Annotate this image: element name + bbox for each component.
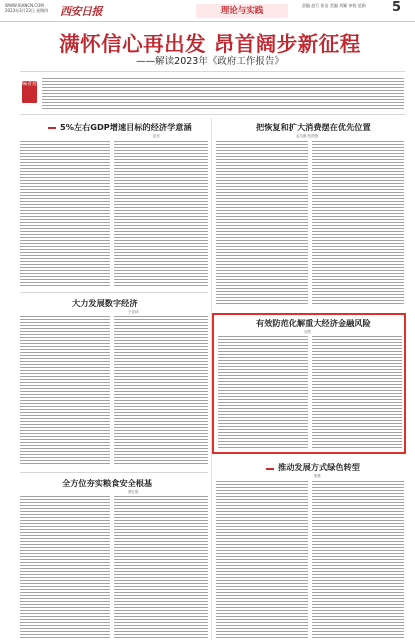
article-author: 赵岳 — [153, 134, 160, 138]
site-info — [5, 3, 48, 13]
editor-note-body — [42, 78, 404, 110]
lead-headline: 满怀信心再出发 昂首阔步新征程 — [59, 32, 361, 56]
divider — [20, 71, 405, 72]
article-title: 把恢复和扩大消费摆在优先位置 — [256, 122, 371, 132]
article-author: 王佳林 — [128, 310, 139, 314]
article-author: 贾红艳 — [128, 490, 139, 494]
article-text-column — [20, 496, 110, 639]
divider — [20, 472, 208, 473]
article-text-column — [218, 336, 308, 450]
article-title: 推动发展方式绿色转型 — [278, 462, 360, 472]
page-number: 5 — [392, 0, 402, 15]
newspaper-logo: 西安日报 — [60, 5, 102, 18]
article-text-column — [216, 481, 308, 639]
article-author: 刘然 — [304, 330, 311, 334]
article-text-column — [114, 496, 208, 639]
article-text-column — [216, 141, 308, 305]
article-text-column — [312, 141, 404, 305]
article-author: 孟凡鹏 张跃强 — [296, 134, 319, 138]
divider — [20, 292, 208, 293]
divider — [20, 114, 405, 115]
site-url: WWW.XIANCN.COM — [5, 3, 44, 8]
article-text-column — [20, 141, 110, 287]
title-decoration — [266, 468, 274, 470]
editor-credits: 责编 赵行 张洁 美编 刘颖 审校 范娟 — [302, 3, 366, 8]
article-author: 张胜 — [314, 474, 321, 478]
article-text-column — [114, 141, 208, 287]
editor-note-badge: 编者按 — [22, 81, 37, 103]
section-label: 理论与实践 — [196, 4, 288, 18]
title-decoration — [48, 127, 56, 129]
article-title: 全方位夯实粮食安全根基 — [62, 478, 153, 488]
article-text-column — [114, 316, 208, 466]
article-title: 大力发展数字经济 — [72, 298, 138, 308]
column-separator — [211, 118, 212, 640]
article-title: 5%左右GDP增速目标的经济学意涵 — [60, 122, 192, 132]
article-text-column — [312, 481, 404, 639]
article-title: 有效防范化解重大经济金融风险 — [256, 318, 371, 328]
issue-date: 2023年3月23日 星期四 — [5, 8, 49, 13]
article-text-column — [312, 336, 402, 450]
article-text-column — [20, 316, 110, 466]
lead-subhead: ——解读2023年《政府工作报告》 — [136, 56, 284, 67]
